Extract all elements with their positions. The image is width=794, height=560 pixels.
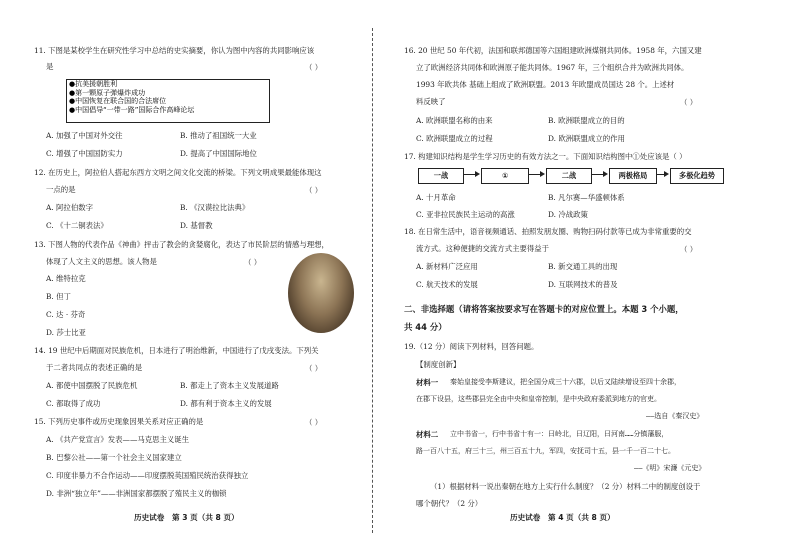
flow-arrowhead-2	[540, 171, 545, 177]
flow-box-blank: ①	[481, 168, 529, 184]
q14-stem: 14. 19 世纪中后期面对民族危机，日本进行了明治维新，中国进行了戊戌变法。下列关	[34, 346, 319, 355]
q19-topic: 【制度创新】	[416, 360, 461, 369]
q17-option-a[interactable]: A. 十月革命	[416, 193, 456, 202]
q12-option-d[interactable]: D. 基督教	[180, 221, 213, 230]
q15-option-a[interactable]: A. 《共产党宣言》发表——马克思主义诞生	[46, 435, 190, 444]
q14-option-d[interactable]: D. 都有利于资本主义的发展	[180, 399, 272, 408]
q15-option-b[interactable]: B. 巴黎公社——第一个社会主义国家建立	[46, 453, 182, 462]
section-2-title: 二、非选择题（请将答案按要求写在答题卡的对应位置上。本题 3 个小题，	[404, 304, 684, 314]
q13-option-d[interactable]: D. 莎士比亚	[46, 328, 86, 337]
flow-arrow-4	[656, 174, 664, 175]
q15-option-d[interactable]: D. 非洲“独立年”——非洲国家都摆脱了殖民主义的枷锁	[46, 489, 227, 498]
q15-answer-paren: （ ）	[305, 418, 323, 427]
q19-material-2-line-2: 路一百八十五，府三十三，州三百五十九，军四，安抚司十五，县一千一百二十七。	[416, 447, 675, 455]
flow-box-multipolar: 多极化趋势	[670, 168, 724, 184]
q11-stem: 11. 下图是某校学生在研究性学习中总结的史实摘要，你认为图中内容的共同影响应该	[34, 46, 315, 55]
q16-option-a[interactable]: A. 欧洲联盟名称的由来	[416, 116, 493, 125]
q14-option-a[interactable]: A. 都使中国摆脱了民族危机	[46, 381, 138, 390]
q11-option-c[interactable]: C. 增强了中国国防实力	[46, 149, 123, 158]
q11-fact-1: ●抗美援朝胜利	[69, 80, 118, 88]
q17-stem: 17. 构建知识结构是学生学习历史的有效方法之一。下面知识结构图中①处应该是（ ）	[404, 152, 687, 161]
q11-option-a[interactable]: A. 加强了中国对外交往	[46, 131, 123, 140]
q13-option-b[interactable]: B. 但丁	[46, 292, 71, 301]
right-page-footer: 历史试卷 第 4 页（共 8 页）	[510, 513, 615, 522]
flow-box-ww1: 一战	[418, 168, 464, 184]
q12-option-b[interactable]: B. 《汉谟拉比法典》	[180, 203, 250, 212]
q17-option-b[interactable]: B. 凡尔赛—华盛顿体系	[548, 193, 625, 202]
q16-line-4: 料反映了	[416, 97, 446, 106]
q15-option-c[interactable]: C. 印度非暴力不合作运动——印度摆脱英国殖民统治获得独立	[46, 471, 249, 480]
q16-line-2: 立了欧洲经济共同体和欧洲原子能共同体。1967 年，三个组织合并为欧洲共同体。	[416, 63, 689, 72]
q18-line-1: 18. 在日常生活中，语音视频通话、拍照发朋友圈、购物扫码付款等已成为非常重要的交	[404, 227, 692, 236]
q14-option-c[interactable]: C. 都取得了成功	[46, 399, 101, 408]
flow-arrowhead-1	[475, 171, 480, 177]
flow-box-bipolar: 两极格局	[609, 168, 657, 184]
q18-answer-paren: （ ）	[680, 245, 698, 254]
q19-material-1-label: 材料一	[416, 378, 439, 387]
q11-fact-3: ●中国恢复在联合国的合法席位	[69, 97, 167, 106]
flow-box-ww2: 二战	[546, 168, 592, 184]
q13-answer-paren: （ ）	[244, 258, 262, 267]
q19-material-2-source: ——《明》宋濂《元史》	[634, 464, 706, 472]
q19-material-1-line-2: 在郡下设县，这些郡县完全由中央和皇帝控制，是中央政府委派到地方的官吏。	[416, 395, 661, 403]
q19-sub-question-1: （1）根据材料一说出秦朝在地方上实行什么制度？（2 分）材料二中的制度创设于	[430, 482, 701, 491]
q16-answer-paren: （ ）	[680, 98, 698, 107]
section-2-title-cont: 共 44 分）	[404, 322, 447, 332]
q11-option-b[interactable]: B. 推动了祖国统一大业	[180, 131, 257, 140]
q13-stem-cont: 体现了人文主义的思想。该人物是	[46, 257, 157, 266]
q19-material-1-source: ——选自《秦汉史》	[646, 412, 704, 420]
q11-answer-paren: （ ）	[305, 63, 323, 72]
q11-fact-image	[66, 79, 270, 123]
q16-line-3: 1993 年欧共体 基础上组成了欧洲联盟。2013 年欧盟成员国达 28 个。上述材	[416, 80, 675, 89]
q12-stem-cont: 一点的是	[46, 185, 76, 194]
q18-option-b[interactable]: B. 新交通工具的出现	[548, 262, 618, 271]
flow-arrowhead-4	[664, 171, 669, 177]
left-page-footer: 历史试卷 第 3 页（共 8 页）	[134, 513, 239, 522]
flow-arrow-3	[591, 174, 603, 175]
q12-option-a[interactable]: A. 阿拉伯数字	[46, 203, 93, 212]
q11-stem-cont: 是	[46, 62, 54, 71]
q19-sub-question-1-cont: 哪个朝代？（2 分）	[416, 499, 483, 508]
q19-material-1-line-1: 秦始皇接受李斯建议，把全国分成三十六郡，以后又陆续增设至四十余郡，	[450, 378, 681, 386]
q18-option-d[interactable]: D. 互联网技术的普及	[548, 280, 618, 289]
q17-option-c[interactable]: C. 亚非拉民族民主运动的高涨	[416, 210, 515, 219]
q14-answer-paren: （ ）	[305, 364, 323, 373]
q11-fact-2: ●第一颗原子弹爆炸成功	[69, 88, 146, 97]
dante-portrait-image	[288, 253, 354, 333]
q16-option-b[interactable]: B. 欧洲联盟成立的目的	[548, 116, 625, 125]
q14-option-b[interactable]: B. 都走上了资本主义发展道路	[180, 381, 279, 390]
q11-fact-4: ●中国倡导“一带一路”国际合作高峰论坛	[69, 105, 195, 114]
q19-material-2-label: 材料二	[416, 430, 439, 439]
q15-stem: 15. 下列历史事件或历史现象因果关系对应正确的是	[34, 417, 204, 426]
q18-line-2: 流方式。这种便捷的交流方式主要得益于	[416, 244, 550, 253]
q19-stem: 19.（12 分）阅读下列材料，回答问题。	[404, 342, 539, 351]
q12-answer-paren: （ ）	[305, 186, 323, 195]
q16-line-1: 16. 20 世纪 50 年代初，法国和联邦德国等六国组建欧洲煤钢共同体。1958 年，六国又建	[404, 46, 702, 55]
q18-option-c[interactable]: C. 航天技术的发展	[416, 280, 478, 289]
q14-stem-cont: 于二者共同点的表述正确的是	[46, 363, 143, 372]
q19-material-2-line-1: 立中书省一，行中书省十有一：曰岭北，曰辽阳，曰河南……分镇藩服，	[450, 430, 669, 438]
q18-option-a[interactable]: A. 新材料广泛应用	[416, 262, 478, 271]
q17-option-d[interactable]: D. 冷战政策	[548, 210, 588, 219]
q13-stem: 13. 下图人物的代表作品《神曲》抨击了教会的贪婪腐化，表达了市民阶层的情感与理想，	[34, 240, 329, 249]
q11-option-d[interactable]: D. 提高了中国国际地位	[180, 149, 257, 158]
q16-option-c[interactable]: C. 欧洲联盟成立的过程	[416, 134, 493, 143]
q16-option-d[interactable]: D. 欧洲联盟成立的作用	[548, 134, 625, 143]
q13-option-c[interactable]: C. 达 · 芬奇	[46, 310, 86, 319]
flow-arrowhead-3	[603, 171, 608, 177]
flow-arrow-1	[463, 174, 475, 175]
q13-option-a[interactable]: A. 维特拉克	[46, 274, 86, 283]
page-divider	[372, 28, 373, 533]
flow-arrow-2	[528, 174, 540, 175]
q12-stem: 12. 在历史上，阿拉伯人搭起东西方文明之间文化交流的桥梁。下列文明成果最能体现这	[34, 168, 322, 177]
q12-option-c[interactable]: C. 《十二铜表法》	[46, 221, 108, 230]
